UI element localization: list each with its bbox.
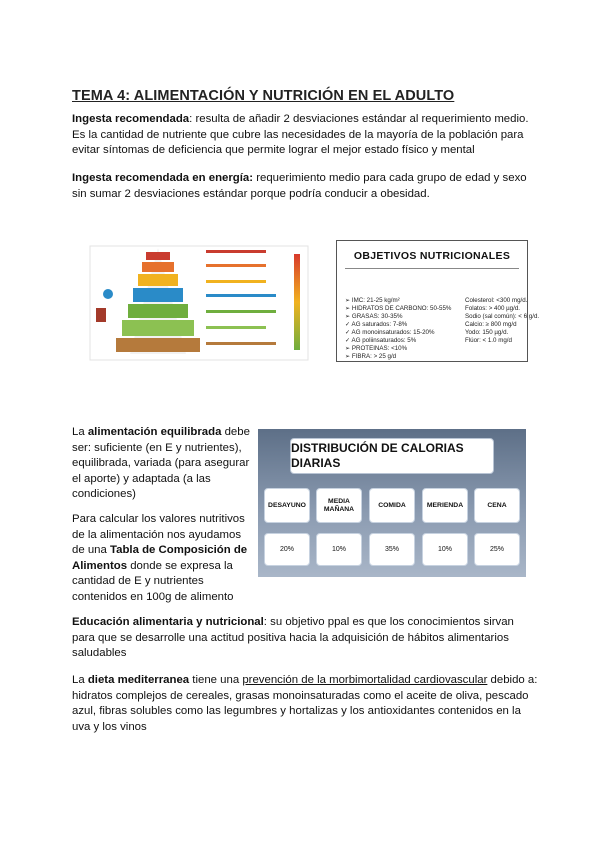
meal-label: MERIENDA: [422, 488, 468, 523]
ingesta-energia-paragraph: Ingesta recomendada en energía: requerimiento medio para cada grupo de edad y sexo sin sumar 2 desviaciones estándar porque podría conducir a obesidad.: [72, 172, 527, 200]
percent-value: 25%: [474, 533, 520, 566]
percent-value: 20%: [264, 533, 310, 566]
list-item: ➢ GRASAS: 30-35%: [345, 313, 403, 320]
percent-value: 35%: [369, 533, 415, 566]
list-item: Sodio (sal común): < 6 g/d.: [465, 313, 540, 320]
list-item: Folatos: > 400 µg/d.: [465, 305, 520, 312]
term: Ingesta recomendada en energía:: [72, 172, 254, 184]
list-item: ✓ AG poliinsaturados: 5%: [345, 337, 417, 344]
list-item: ➢ PROTEINAS: <10%: [345, 345, 408, 352]
list-item: ➢ HIDRATOS DE CARBONO: 50-55%: [345, 305, 452, 312]
meal-label: CENA: [474, 488, 520, 523]
meal-label: DESAYUNO: [264, 488, 310, 523]
list-item: ➢ IMC: 21-25 kg/m²: [345, 297, 400, 304]
calorie-distribution-chart: [258, 429, 526, 577]
list-item: ✓ AG monoinsaturados: 15-20%: [345, 329, 435, 336]
percent-value: 10%: [316, 533, 362, 566]
list-item: Calcio: ≥ 800 mg/d: [465, 321, 517, 328]
divider: [345, 268, 519, 269]
list-item: Flúor: < 1.0 mg/d: [465, 337, 512, 344]
objetivos-right-list: [465, 297, 539, 345]
list-item: Yodo: 150 µg/d.: [465, 329, 509, 336]
term: Educación alimentaria y nutricional: [72, 616, 264, 628]
meal-label: MEDIA MAÑANA: [316, 488, 362, 523]
page-title: TEMA 4: ALIMENTACIÓN Y NUTRICIÓN EN EL ADULTO: [72, 88, 455, 104]
alimentacion-paragraph: La alimentación equilibrada debe ser: suficiente (en E y nutrientes), equilibrada, variada (para asegurar el aporte) y adaptada (a las condiciones): [72, 426, 250, 500]
calculo-paragraph: Para calcular los valores nutritivos de la alimentación nos ayudamos de una Tabla de Composición de Alimentos donde se expresa la cantidad de E y nutrientes contenidos en 100g de alimento: [72, 513, 248, 603]
objetivos-title: OBJETIVOS NUTRICIONALES: [353, 250, 511, 262]
meal-label: COMIDA: [369, 488, 415, 523]
food-pyramid-image: [88, 244, 312, 362]
objetivos-nutricionales-box: [336, 240, 540, 362]
term: Ingesta recomendada: [72, 113, 190, 125]
educacion-paragraph: Educación alimentaria y nutricional: su objetivo ppal es que los conocimientos sirvan para que se desarrolle una actitud positiva hacia la adquisición de hábitos alimentarios saludables: [72, 616, 514, 659]
chart-title: DISTRIBUCIÓN DE CALORIAS DIARIAS: [290, 438, 494, 474]
ingesta-recomendada-paragraph: Ingesta recomendada: resulta de añadir 2 desviaciones estándar al requerimiento medio. Es la cantidad de nutriente que cubre las necesidades de la mayoría de la población para evitar síntomas de deficiencia que permite lograr el mejor estado físico y mental: [72, 113, 529, 156]
list-item: ➢ FIBRA: > 25 g/d: [345, 353, 397, 360]
food-pyramid-graphic: [88, 244, 312, 362]
percent-value: 10%: [422, 533, 468, 566]
objetivos-left-list: [345, 297, 451, 361]
list-item: Colesterol: <300 mg/d.: [465, 297, 528, 304]
list-item: ✓ AG saturados: 7-8%: [345, 321, 408, 328]
dieta-mediterranea-paragraph: La dieta mediterranea tiene una prevención de la morbimortalidad cardiovascular debido a: hidratos complejos de cereales, grasas monoinsaturadas como el aceite de oliva, pescado azul, fibras solubles como las legumbres y hortalizas y los antioxidantes contenidos en la uva y los vinos: [72, 674, 538, 733]
